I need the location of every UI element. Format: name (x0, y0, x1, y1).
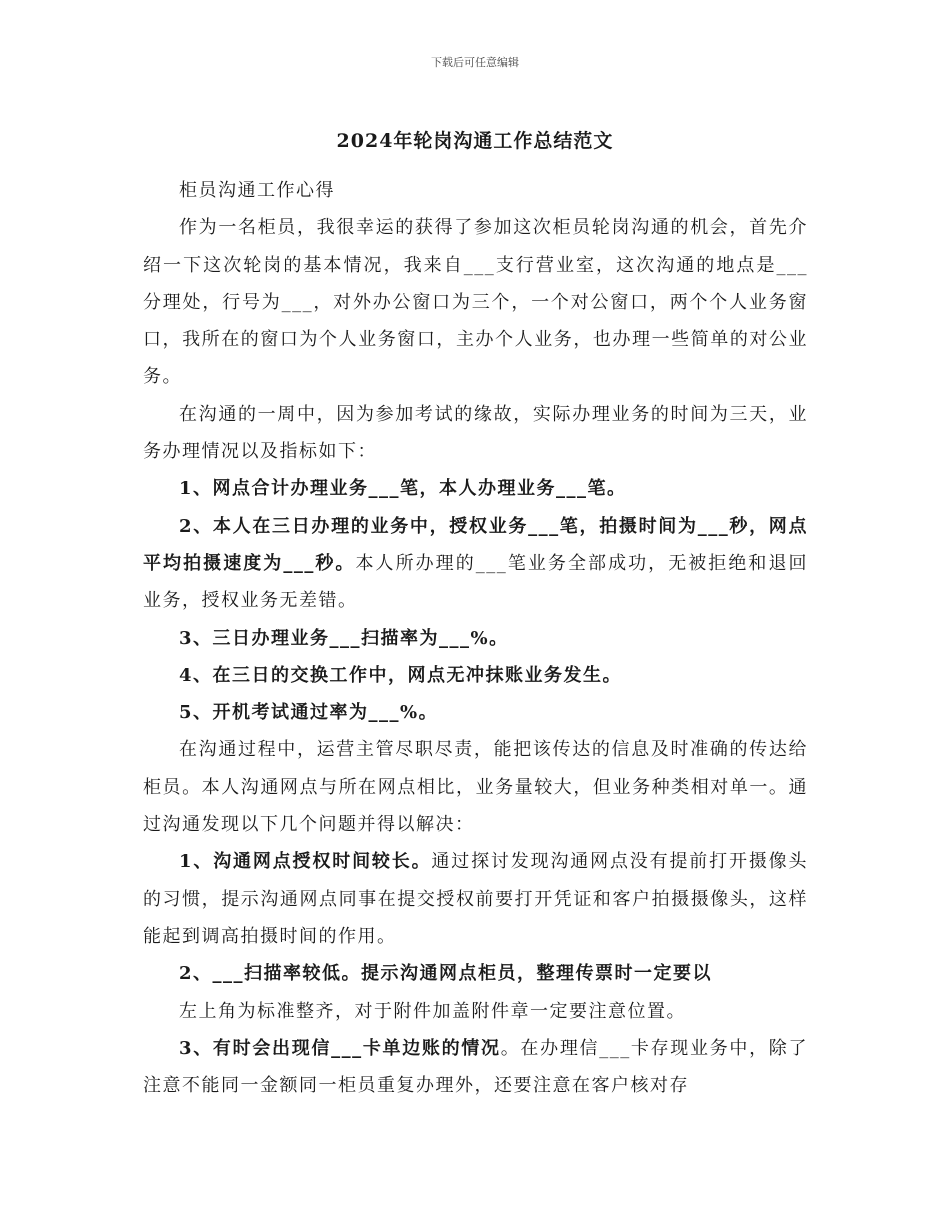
paragraph (143, 657, 808, 694)
paragraph-bold-text: 3、三日办理业务___扫描率为___%。 (179, 627, 509, 649)
paragraph-bold-text: 5、开机考试通过率为___%。 (179, 702, 439, 724)
paragraph-bold-text: 1、网点合计办理业务___笔，本人办理业务___笔。 (179, 478, 627, 500)
paragraph (143, 1030, 808, 1105)
paragraph (143, 620, 808, 657)
paragraph (143, 508, 808, 620)
paragraph-bold-text: 3、有时会出现信___卡单边账的情况 (179, 1037, 501, 1059)
paragraph-text: 。在办理信___卡存现业务中，除了注意不能同一金额同一柜员重复办理外，还要注意在客户核对存 (143, 1037, 809, 1097)
paragraph (143, 172, 808, 209)
paragraph (143, 209, 808, 395)
paragraph-text: 柜员沟通工作心得 (179, 180, 335, 201)
paragraph-text: 本人所办理的___笔业务全部成功，无被拒绝和退回业务，授权业务无差错。 (143, 552, 808, 612)
page-header: 下载后可任意编辑 (431, 56, 519, 69)
paragraph-text: 左上角为标准整齐，对于附件加盖附件章一定要注意位置。 (179, 1000, 686, 1022)
document-title: 2024年轮岗沟通工作总结范文 (336, 130, 614, 152)
paragraph-bold-text: 4、在三日的交换工作中，网点无冲抹账业务发生。 (179, 664, 623, 686)
paragraph (143, 470, 808, 507)
paragraph (143, 843, 808, 955)
paragraph (143, 396, 808, 471)
paragraph-bold-text: 2、___扫描率较低。提示沟通网点柜员，整理传票时一定要以 (179, 963, 713, 985)
paragraph-text: 通过探讨发现沟通网点没有提前打开摄像头的习惯，提示沟通网点同事在提交授权前要打开凭证和客户拍摄摄像头，这样能起到调高拍摄时间的作用。 (143, 851, 808, 947)
paragraph (143, 993, 808, 1030)
paragraph-bold-text: 1、沟通网点授权时间较长。 (179, 851, 432, 873)
paragraph (143, 731, 808, 843)
paragraph-text: 在沟通的一周中，因为参加考试的缘故，实际办理业务的时间为三天，业务办理情况以及指标如下： (143, 403, 808, 463)
paragraph (143, 694, 808, 731)
paragraph-bold-text: 2、本人在三日办理的业务中，授权业务___笔，拍摄时间为___秒，网点平均拍摄速度为___秒。 (143, 515, 808, 574)
paragraph-text: 作为一名柜员，我很幸运的获得了参加这次柜员轮岗沟通的机会，首先介绍一下这次轮岗的基本情况，我来自___支行营业室，这次沟通的地点是___分理处，行号为___，对外办公窗口为三个，一个对公窗口，两个个人业务窗口，我所在的窗口为个人业务窗口，主办个人业务，也办理一些简单的对公业务。 (143, 217, 808, 388)
paragraph (143, 955, 808, 992)
paragraph-text: 在沟通过程中，运营主管尽职尽责，能把该传达的信息及时准确的传达给柜员。本人沟通网点与所在网点相比，业务量较大，但业务种类相对单一。通过沟通发现以下几个问题并得以解决： (143, 739, 808, 836)
document-body (143, 172, 808, 1104)
